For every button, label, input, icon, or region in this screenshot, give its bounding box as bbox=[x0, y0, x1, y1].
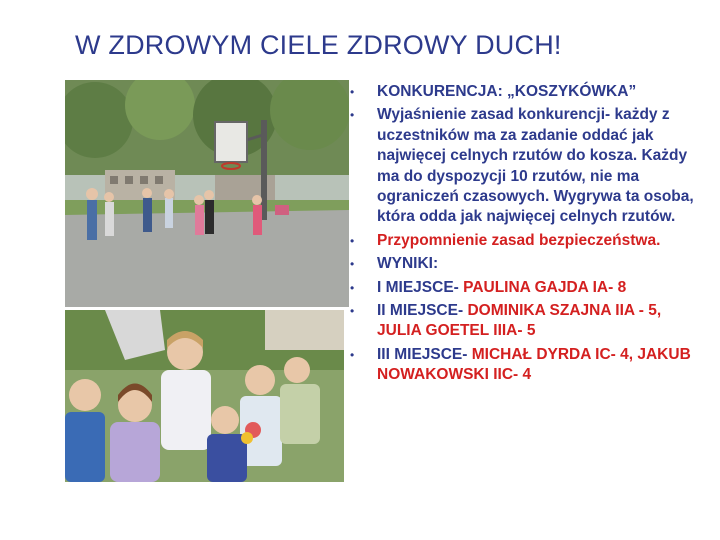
item-text: Przypomnienie zasad bezpieczeństwa. bbox=[377, 231, 661, 249]
bullet-dot: • bbox=[350, 233, 355, 248]
basketball-court-photo bbox=[65, 80, 349, 307]
winner-name: MICHAŁ DYRDA IC- 4, JAKUB NOWAKOWSKI IIC- 4 bbox=[377, 345, 691, 384]
list-item bbox=[350, 105, 695, 227]
place-label: I MIEJSCE- bbox=[377, 278, 464, 296]
bullet-dot: • bbox=[350, 280, 355, 295]
item-text: WYNIKI: bbox=[377, 255, 439, 273]
list-item bbox=[350, 278, 695, 298]
list-item bbox=[350, 82, 695, 102]
place-label: III MIEJSCE- bbox=[377, 345, 472, 363]
list-item bbox=[350, 345, 695, 386]
item-text: Wyjaśnienie zasad konkurencji- każdy z uczestników ma za zadanie oddać jak najwięcej celnych rzutów do kosza. Każdy ma do dyspozycji 10 rzutów, nie ma ograniczeń czasowych. Wygrywa ta osoba, która odda jak najwięcej celnych rzutów. bbox=[377, 106, 694, 226]
list-item bbox=[350, 301, 695, 342]
list-item bbox=[350, 231, 695, 251]
bullet-dot: • bbox=[350, 304, 355, 319]
bullet-dot: • bbox=[350, 85, 355, 99]
bullet-dot: • bbox=[350, 257, 355, 272]
item-text: KONKURENCJA: „KOSZYKÓWKA” bbox=[377, 83, 637, 100]
winner-name: PAULINA GAJDA IA- 8 bbox=[463, 278, 627, 296]
bullet-dot: • bbox=[350, 347, 355, 362]
bullet-list bbox=[350, 82, 695, 389]
slide-title: W ZDROWYM CIELE ZDROWY DUCH! bbox=[75, 30, 562, 60]
children-group-photo bbox=[65, 310, 344, 482]
place-label: II MIEJSCE- bbox=[377, 302, 468, 320]
list-item bbox=[350, 254, 695, 274]
winner-name: DOMINIKA SZAJNA IIA - 5, JULIA GOETEL IIIA- 5 bbox=[377, 302, 662, 340]
bullet-dot: • bbox=[350, 108, 355, 123]
